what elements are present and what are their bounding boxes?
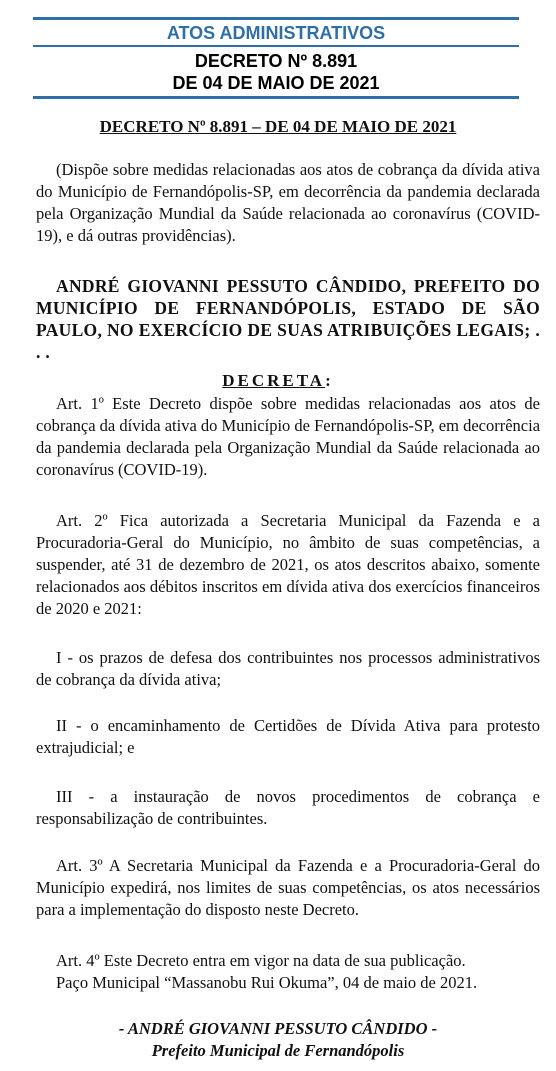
decree-date: DE 04 DE MAIO DE 2021 [172, 73, 380, 93]
signature-name: - ANDRÉ GIOVANNI PESSUTO CÂNDIDO - [118, 1019, 438, 1038]
article-3: Art. 3º A Secretaria Municipal da Fazenda e a Procuradoria-Geral do Município expedirá, nos limites de suas competências, os atos necessários para a implementação do disposto neste Decreto. [36, 856, 540, 919]
article-2-item-2: II - o encaminhamento de Certidões de Dívida Ativa para protesto extrajudicial; e [36, 716, 540, 757]
article-1: Art. 1º Este Decreto dispõe sobre medidas relacionadas aos atos de cobrança da dívida ativa do Município de Fernandópolis-SP, em decorrência da pandemia declarada pela Organização Mundial da Saúde relacionada ao coronavírus (COVID-19). [36, 394, 541, 479]
place-and-date: Paço Municipal “Massanobu Rui Okuma”, 04 de maio de 2021. [56, 973, 478, 992]
ementa-paragraph: (Dispõe sobre medidas relacionadas aos atos de cobrança da dívida ativa do Município de Fernandópolis-SP, em decorrência da pandemia declarada pela Organização Mundial da Saúde relacionada ao coronavírus (COVID-19), e dá outras providências). [36, 160, 540, 245]
article-2: Art. 2º Fica autorizada a Secretaria Municipal da Fazenda e a Procuradoria-Geral do Município, no âmbito de suas competências, a suspender, até 31 de dezembro de 2021, os atos descritos abaixo, somente relacionados aos débitos inscritos em dívida ativa dos exercícios financeiros de 2020 e 2021: [36, 511, 540, 618]
decreta-word: DECRETA [222, 371, 326, 390]
decree-header [33, 17, 519, 99]
decreta-colon: : [325, 371, 334, 390]
section-title: ATOS ADMINISTRATIVOS [166, 23, 386, 43]
article-2-item-1: I - os prazos de defesa dos contribuintes nos processos administrativos de cobrança da dívida ativa; [36, 648, 540, 689]
signature-title: Prefeito Municipal de Fernandópolis [151, 1041, 405, 1060]
decree-subtitle: DECRETO Nº 8.891 – DE 04 DE MAIO DE 2021 [99, 117, 457, 136]
decree-number: DECRETO Nº 8.891 [194, 51, 358, 71]
header-divider [33, 45, 519, 47]
article-2-item-3: III - a instauração de novos procedimentos de cobrança e responsabilização de contribuintes. [36, 787, 540, 828]
decreta-heading [0, 371, 556, 391]
article-4: Art. 4º Este Decreto entra em vigor na data de sua publicação. [56, 951, 466, 970]
preamble-paragraph: ANDRÉ GIOVANNI PESSUTO CÂNDIDO, PREFEITO DO MUNICÍPIO DE FERNANDÓPOLIS, ESTADO DE SÃO PAULO, NO EXERCÍCIO DE SUAS ATRIBUIÇÕES LEGAIS; . . . [36, 276, 540, 362]
